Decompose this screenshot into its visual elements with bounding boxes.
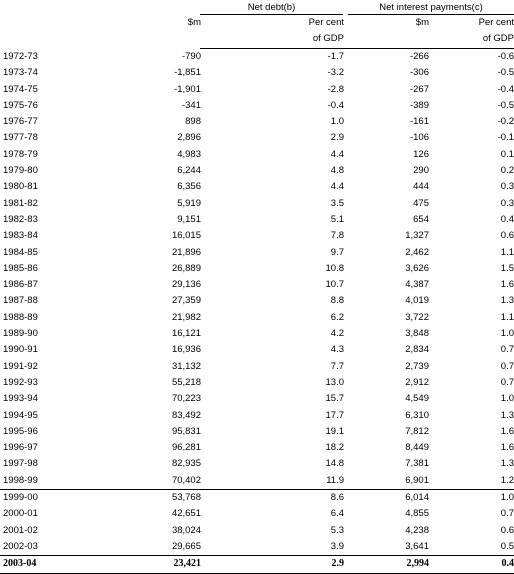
table-row — [0, 261, 514, 277]
row-debt: 95,831 — [172, 426, 201, 438]
row-year: 2003-04 — [3, 558, 36, 570]
row-debt-pct: 7.8 — [331, 230, 344, 242]
row-debt-pct: 3.5 — [331, 198, 344, 210]
row-debt-pct: 14.8 — [326, 458, 345, 470]
row-int-pct: 1.6 — [501, 426, 514, 438]
row-debt-pct: 15.7 — [326, 393, 345, 405]
row-debt: 21,896 — [172, 247, 201, 259]
col-header-int-m: $m — [416, 17, 429, 29]
row-year: 1994-95 — [3, 410, 38, 422]
table-row — [0, 245, 514, 261]
row-int-pct: 1.3 — [501, 295, 514, 307]
table-bottom-rule — [0, 573, 514, 574]
row-year: 1988-89 — [3, 312, 38, 324]
row-debt-pct: 2.9 — [331, 132, 344, 144]
row-debt-pct: 4.3 — [331, 344, 344, 356]
row-int: 4,019 — [405, 295, 429, 307]
row-int-pct: 1.6 — [501, 279, 514, 291]
row-debt-pct: 8.6 — [331, 492, 344, 504]
row-debt: 31,132 — [172, 361, 201, 373]
row-debt: 5,919 — [177, 198, 201, 210]
row-int: 444 — [413, 181, 429, 193]
row-debt: 29,665 — [172, 541, 201, 553]
row-int-pct: 0.6 — [501, 525, 514, 537]
table-row — [0, 179, 514, 195]
row-int: 3,722 — [405, 312, 429, 324]
row-year: 1977-78 — [3, 132, 38, 144]
row-debt: -790 — [182, 51, 201, 63]
table-row — [0, 342, 514, 358]
row-int-pct: 0.7 — [501, 361, 514, 373]
col-header-debt-pct-2: of GDP — [313, 33, 344, 45]
row-int-pct: 1.0 — [501, 328, 514, 340]
row-debt: 9,151 — [177, 214, 201, 226]
row-debt-pct: 5.1 — [331, 214, 344, 226]
row-debt-pct: -2.8 — [328, 84, 344, 96]
row-year: 1987-88 — [3, 295, 38, 307]
row-debt-pct: -1.7 — [328, 51, 344, 63]
row-debt-pct: 6.2 — [331, 312, 344, 324]
row-int: 2,994 — [407, 558, 430, 570]
col-header-debt-pct: Per cent — [309, 17, 344, 29]
row-debt: -1,901 — [174, 84, 201, 96]
row-int-pct: 0.4 — [501, 214, 514, 226]
row-debt: 83,492 — [172, 410, 201, 422]
table-row — [0, 293, 514, 309]
row-year: 1978-79 — [3, 149, 38, 161]
row-int-pct: 0.5 — [501, 541, 514, 553]
row-year: 1991-92 — [3, 361, 38, 373]
row-debt-pct: -3.2 — [328, 67, 344, 79]
header-group-row — [0, 0, 514, 15]
row-year: 1989-90 — [3, 328, 38, 340]
table-body-bottom — [0, 490, 514, 555]
table-row — [0, 228, 514, 244]
row-int-pct: 0.6 — [501, 230, 514, 242]
row-year: 1995-96 — [3, 426, 38, 438]
row-debt-pct: 10.8 — [326, 263, 345, 275]
row-debt: 96,281 — [172, 442, 201, 454]
row-year: 1973-74 — [3, 67, 38, 79]
row-debt: 70,223 — [172, 393, 201, 405]
row-year: 1990-91 — [3, 344, 38, 356]
table-row — [0, 506, 514, 522]
row-int-pct: 1.3 — [501, 458, 514, 470]
row-int-pct: 0.7 — [501, 377, 514, 389]
row-int-pct: 0.4 — [502, 558, 514, 570]
row-int: -306 — [410, 67, 429, 79]
table-row — [0, 163, 514, 179]
row-int: 8,449 — [405, 442, 429, 454]
row-int: 2,462 — [405, 247, 429, 259]
row-year: 1975-76 — [3, 100, 38, 112]
row-debt: 6,356 — [177, 181, 201, 193]
row-debt: 70,402 — [172, 475, 201, 487]
row-int: 6,310 — [405, 410, 429, 422]
row-int: 4,387 — [405, 279, 429, 291]
row-debt-pct: 1.0 — [331, 116, 344, 128]
row-debt-pct: 7.7 — [331, 361, 344, 373]
row-debt: 16,015 — [172, 230, 201, 242]
col-header-debt-m: $m — [188, 17, 201, 29]
table-row-latest — [0, 556, 514, 572]
row-debt: 55,218 — [172, 377, 201, 389]
row-debt-pct: 6.4 — [331, 508, 344, 520]
table-row — [0, 408, 514, 424]
row-debt-pct: 17.7 — [326, 410, 345, 422]
table-row — [0, 359, 514, 375]
row-year: 2000-01 — [3, 508, 38, 520]
table-row — [0, 424, 514, 440]
row-year: 1984-85 — [3, 247, 38, 259]
row-year: 1993-94 — [3, 393, 38, 405]
row-year: 1974-75 — [3, 84, 38, 96]
row-year: 1976-77 — [3, 116, 38, 128]
row-int-pct: 1.2 — [501, 475, 514, 487]
row-debt-pct: 5.3 — [331, 525, 344, 537]
table-row — [0, 277, 514, 293]
row-debt: -341 — [182, 100, 201, 112]
table-row — [0, 310, 514, 326]
table-row — [0, 539, 514, 555]
row-int: -267 — [410, 84, 429, 96]
row-year: 1979-80 — [3, 165, 38, 177]
row-int-pct: 0.7 — [501, 344, 514, 356]
row-debt: 29,136 — [172, 279, 201, 291]
row-int-pct: 0.3 — [501, 181, 514, 193]
table-row — [0, 326, 514, 342]
row-debt-pct: 8.8 — [331, 295, 344, 307]
table-row — [0, 114, 514, 130]
row-int-pct: 1.1 — [501, 247, 514, 259]
row-debt: 23,421 — [174, 558, 202, 570]
row-int-pct: -0.4 — [498, 84, 514, 96]
row-debt-pct: 18.2 — [326, 442, 345, 454]
row-debt-pct: 10.7 — [326, 279, 345, 291]
row-debt: 82,935 — [172, 458, 201, 470]
row-int-pct: 1.0 — [501, 492, 514, 504]
row-debt: 21,982 — [172, 312, 201, 324]
table-row — [0, 82, 514, 98]
table-row — [0, 98, 514, 114]
col-header-int-pct-2: of GDP — [483, 33, 514, 45]
row-int-pct: -0.5 — [498, 67, 514, 79]
table-row — [0, 375, 514, 391]
row-int-pct: 1.5 — [501, 263, 514, 275]
row-year: 1992-93 — [3, 377, 38, 389]
table-row — [0, 196, 514, 212]
row-int: 2,739 — [405, 361, 429, 373]
table-row — [0, 212, 514, 228]
header-units-row — [0, 15, 514, 31]
header-units-row-2 — [0, 31, 514, 49]
row-year: 1998-99 — [3, 475, 38, 487]
row-debt: 16,936 — [172, 344, 201, 356]
row-int: 126 — [413, 149, 429, 161]
row-int: -161 — [410, 116, 429, 128]
row-int-pct: -0.2 — [498, 116, 514, 128]
row-int: -266 — [410, 51, 429, 63]
table-row — [0, 490, 514, 506]
row-int: -106 — [410, 132, 429, 144]
row-debt: -1,851 — [174, 67, 201, 79]
row-debt-pct: 13.0 — [326, 377, 345, 389]
row-int: 7,812 — [405, 426, 429, 438]
row-debt-pct: 19.1 — [326, 426, 345, 438]
row-int: -389 — [410, 100, 429, 112]
row-int: 3,641 — [405, 541, 429, 553]
row-debt: 16,121 — [172, 328, 201, 340]
row-int-pct: 0.3 — [501, 198, 514, 210]
row-debt-pct: 4.4 — [331, 149, 344, 161]
table-row — [0, 456, 514, 472]
row-int: 4,238 — [405, 525, 429, 537]
row-int-pct: 1.3 — [501, 410, 514, 422]
col-header-int-pct: Per cent — [479, 17, 514, 29]
table-row — [0, 49, 514, 65]
row-debt: 38,024 — [172, 525, 201, 537]
row-int: 475 — [413, 198, 429, 210]
row-debt: 26,889 — [172, 263, 201, 275]
row-year: 1986-87 — [3, 279, 38, 291]
row-year: 1980-81 — [3, 181, 38, 193]
row-year: 1999-00 — [3, 492, 38, 504]
table-row — [0, 147, 514, 163]
row-int: 2,834 — [405, 344, 429, 356]
row-debt: 53,768 — [172, 492, 201, 504]
row-year: 1982-83 — [3, 214, 38, 226]
row-debt-pct: 4.2 — [331, 328, 344, 340]
row-year: 2001-02 — [3, 525, 38, 537]
row-int-pct: 1.0 — [501, 393, 514, 405]
row-debt: 2,896 — [177, 132, 201, 144]
row-int: 290 — [413, 165, 429, 177]
row-int-pct: -0.1 — [498, 132, 514, 144]
table-body-top — [0, 49, 514, 489]
table-row — [0, 440, 514, 456]
row-int: 4,549 — [405, 393, 429, 405]
row-debt-pct: 4.8 — [331, 165, 344, 177]
row-int: 6,014 — [405, 492, 429, 504]
row-int-pct: 0.2 — [501, 165, 514, 177]
row-debt-pct: 4.4 — [331, 181, 344, 193]
row-int-pct: 1.6 — [501, 442, 514, 454]
row-int: 3,848 — [405, 328, 429, 340]
row-debt-pct: 9.7 — [331, 247, 344, 259]
row-int-pct: -0.6 — [498, 51, 514, 63]
row-debt: 6,244 — [177, 165, 201, 177]
table-row — [0, 523, 514, 539]
row-debt: 898 — [185, 116, 201, 128]
row-int-pct: 0.7 — [501, 508, 514, 520]
table-row — [0, 65, 514, 81]
row-year: 1985-86 — [3, 263, 38, 275]
row-int: 7,381 — [405, 458, 429, 470]
row-int-pct: 0.1 — [501, 149, 514, 161]
row-int: 654 — [413, 214, 429, 226]
row-int: 6,901 — [405, 475, 429, 487]
table-row — [0, 473, 514, 489]
row-int: 2,912 — [405, 377, 429, 389]
row-debt: 27,359 — [172, 295, 201, 307]
net-debt-header: Net debt(b) — [200, 2, 343, 14]
row-year: 2002-03 — [3, 541, 38, 553]
row-int: 1,327 — [405, 230, 429, 242]
row-debt-pct: 3.9 — [331, 541, 344, 553]
row-year: 1996-97 — [3, 442, 38, 454]
net-interest-header: Net interest payments(c) — [348, 2, 514, 14]
row-debt-pct: -0.4 — [328, 100, 344, 112]
row-year: 1972-73 — [3, 51, 38, 63]
table-row — [0, 391, 514, 407]
row-debt-pct: 11.9 — [326, 475, 344, 487]
row-debt: 4,983 — [177, 149, 201, 161]
row-int-pct: -0.5 — [498, 100, 514, 112]
row-int-pct: 1.1 — [501, 312, 514, 324]
row-year: 1983-84 — [3, 230, 38, 242]
row-debt-pct: 2.9 — [332, 558, 345, 570]
row-int: 3,626 — [405, 263, 429, 275]
row-year: 1981-82 — [3, 198, 38, 210]
row-debt: 42,651 — [172, 508, 201, 520]
table-row — [0, 130, 514, 146]
row-year: 1997-98 — [3, 458, 38, 470]
row-int: 4,855 — [405, 508, 429, 520]
